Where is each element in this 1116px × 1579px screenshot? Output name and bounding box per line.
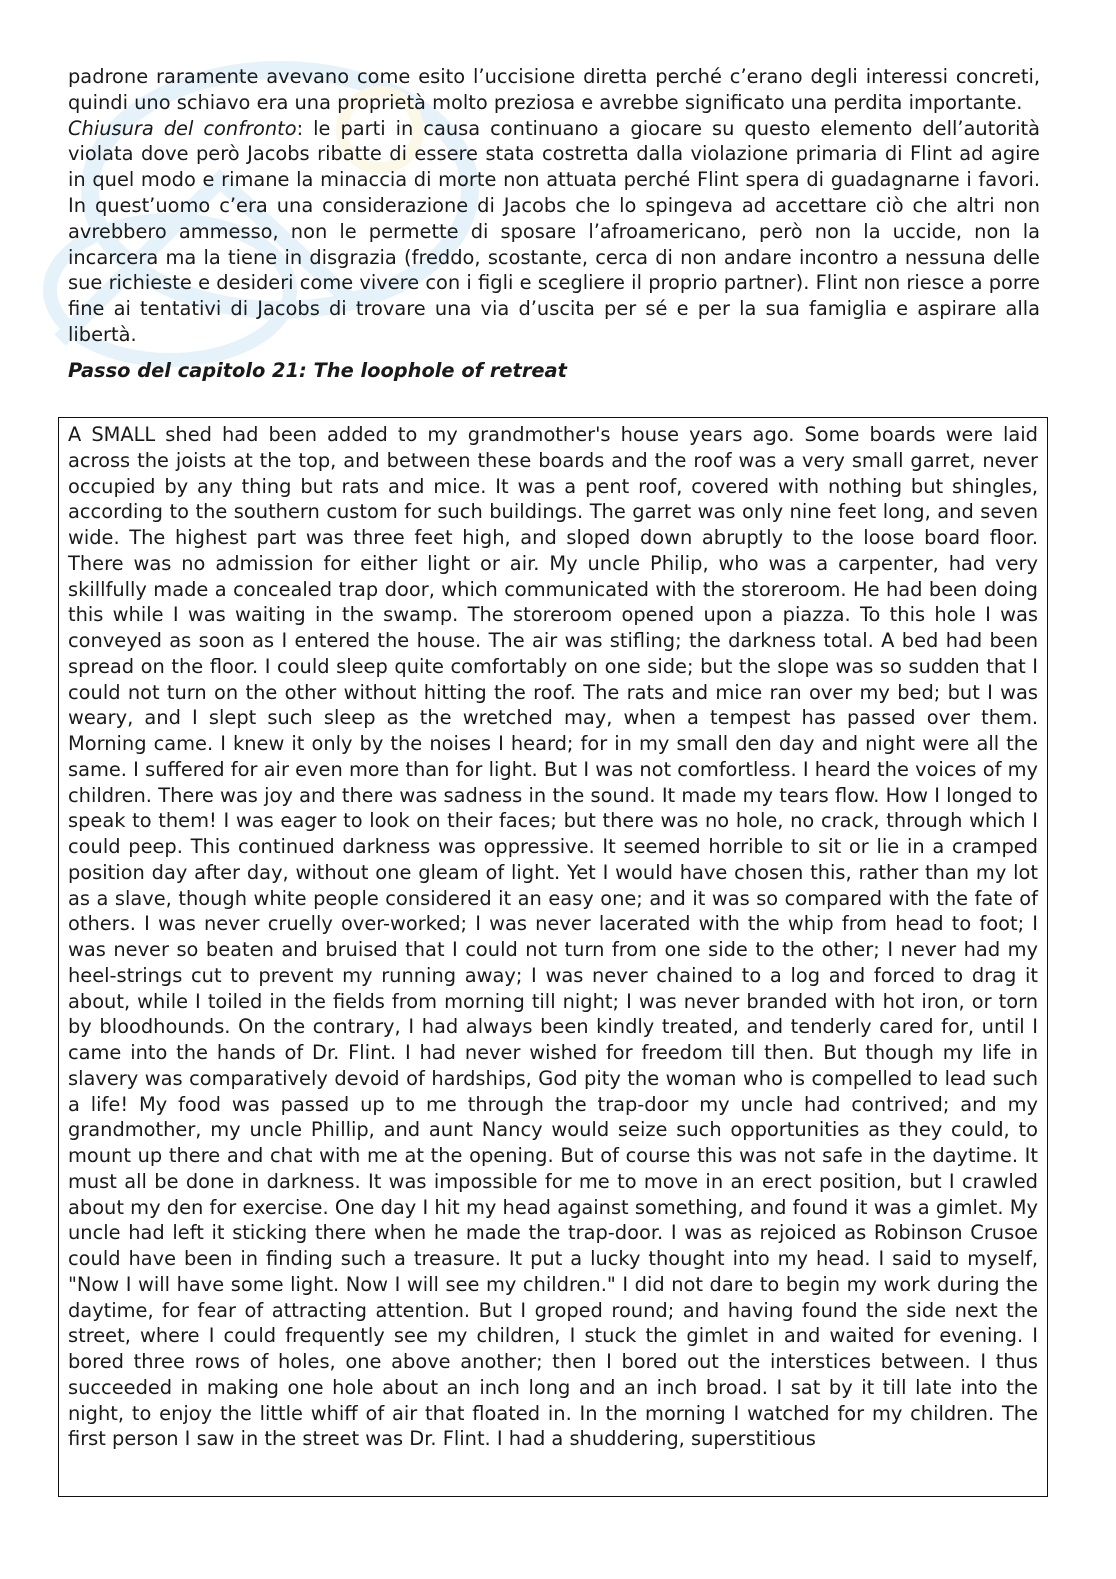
excerpt-box	[58, 417, 1048, 1497]
document-body	[68, 64, 1040, 384]
closing-text: : le parti in causa continuano a giocare su questo elemento dell’autorità violata dove però Jacobs ribatte di essere stata costretta dalla violazione primaria di Flint ad agire in quel modo e rimane la minaccia di morte non attuata perché Flint spera di guadagnarne i favori. In quest’uomo c’era una considerazione di Jacobs che lo spingeva ad accettare ciò che altri non avrebbero ammesso, non le permette di sposare l’afroamericano, però non la uccide, non la incarcera ma la tiene in disgrazia (freddo, scostante, cerca di non andare incontro a nessuna delle sue richieste e desideri come vivere con i figli e scegliere il proprio partner). Flint non riesce a porre fine ai tentativi di Jacobs di trovare una via d’uscita per sé e per la sua famiglia e aspirare alla libertà.	[68, 116, 1040, 346]
closing-paragraph	[68, 116, 1040, 348]
excerpt-text: A SMALL shed had been added to my grandmother's house years ago. Some boards were laid across the joists at the top, and between these boards and the roof was a very small garret, never occupied by any thing but rats and mice. It was a pent roof, covered with nothing but shingles, according to the southern custom for such buildings. The garret was only nine feet long, and seven wide. The highest part was three feet high, and sloped down abruptly to the loose board floor. There was no admission for either light or air. My uncle Philip, who was a carpenter, had very skillfully made a concealed trap door, which communicated with the storeroom. He had been doing this while I was waiting in the swamp. The storeroom opened upon a piazza. To this hole I was conveyed as soon as I entered the house. The air was stifling; the darkness total. A bed had been spread on the floor. I could sleep quite comfortably on one side; but the slope was so sudden that I could not turn on the other without hitting the roof. The rats and mice ran over my bed; but I was weary, and I slept such sleep as the wretched may, when a tempest has passed over them. Morning came. I knew it only by the noises I heard; for in my small den day and night were all the same. I suffered for air even more than for light. But I was not comfortless. I heard the voices of my children. There was joy and there was sadness in the sound. It made my tears flow. How I longed to speak to them! I was eager to look on their faces; but there was no hole, no crack, through which I could peep. This continued darkness was oppressive. It seemed horrible to sit or lie in a cramped position day after day, without one gleam of light. Yet I would have chosen this, rather than my lot as a slave, though white people considered it an easy one; and it was so compared with the fate of others. I was never cruelly over-worked; I was never lacerated with the whip from head to foot; I was never so beaten and bruised that I could not turn from one side to the other; I never had my heel-strings cut to prevent my running away; I was never chained to a log and forced to drag it about, while I toiled in the fields from morning till night; I was never branded with hot iron, or torn by bloodhounds. On the contrary, I had always been kindly treated, and tenderly cared for, until I came into the hands of Dr. Flint. I had never wished for freedom till then. But though my life in slavery was comparatively devoid of hardships, God pity the woman who is compelled to lead such a life! My food was passed up to me through the trap-door my uncle had contrived; and my grandmother, my uncle Phillip, and aunt Nancy would seize such opportunities as they could, to mount up there and chat with me at the opening. But of course this was not safe in the daytime. It must all be done in darkness. It was impossible for me to move in an erect position, but I crawled about my den for exercise. One day I hit my head against something, and found it was a gimlet. My uncle had left it sticking there when he made the trap-door. I was as rejoiced as Robinson Crusoe could have been in finding such a treasure. It put a lucky thought into my head. I said to myself, "Now I will have some light. Now I will see my children." I did not dare to begin my work during the daytime, for fear of attracting attention. But I groped round; and having found the side next the street, where I could frequently see my children, I stuck the gimlet in and waited for evening. I bored three rows of holes, one above another; then I bored out the interstices between. I thus succeeded in making one hole about an inch long and an inch broad. I sat by it till late into the night, to enjoy the little whiff of air that floated in. In the morning I watched for my children. The first person I saw in the street was Dr. Flint. I had a shuddering, superstitious	[68, 423, 1038, 1451]
closing-label: Chiusura del confronto	[68, 116, 297, 140]
section-heading: Passo del capitolo 21: The loophole of retreat	[68, 358, 567, 382]
intro-paragraph: padrone raramente avevano come esito l’uccisione diretta perché c’erano degli interessi concreti, quindi uno schiavo era una proprietà molto preziosa e avrebbe significato una perdita importante.	[68, 65, 1040, 114]
